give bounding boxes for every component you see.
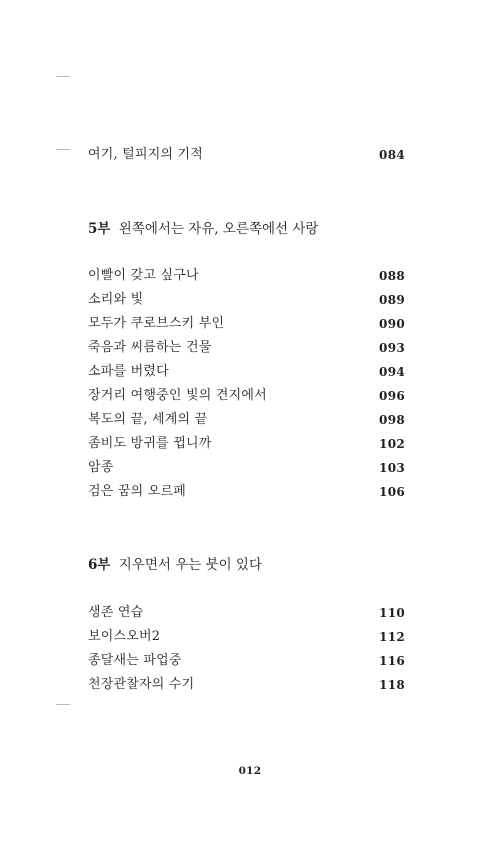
toc-entry-title: 좀비도 방귀를 뀝니까 — [88, 436, 212, 451]
toc-entry — [88, 603, 405, 623]
toc-entry-title: 생존 연습 — [88, 605, 144, 620]
toc-entry-title: 암종 — [88, 460, 114, 475]
toc-entry-title: 소리와 빛 — [88, 292, 144, 307]
toc-entry — [88, 458, 405, 478]
margin-tick-mark — [56, 704, 70, 705]
toc-entry — [88, 482, 405, 502]
toc-entry — [88, 675, 405, 695]
toc-entry-page: 098 — [379, 413, 405, 427]
toc-entry — [88, 410, 405, 430]
toc-entry — [88, 651, 405, 671]
toc-entry-page: 118 — [379, 678, 405, 692]
toc-entry-title: 천장관찰자의 수기 — [88, 677, 195, 692]
toc-entry-title: 복도의 끝, 세계의 끝 — [88, 412, 208, 427]
margin-tick-mark — [56, 76, 70, 77]
toc-entry-page: 102 — [379, 437, 405, 451]
toc-entry-page: 084 — [379, 148, 405, 162]
toc-entry-title: 죽음과 씨름하는 건물 — [88, 340, 212, 355]
toc-entry-page: 112 — [379, 630, 405, 644]
part-number: 6부 — [88, 557, 111, 573]
toc-entry — [88, 338, 405, 358]
toc-entry — [88, 290, 405, 310]
toc-entry-page: 088 — [379, 269, 405, 283]
page-number: 012 — [238, 765, 262, 777]
part-title: 왼쪽에서는 자유, 오른쪽에선 사랑 — [118, 221, 319, 237]
toc-entry-page: 103 — [379, 461, 405, 475]
part-heading-5 — [88, 219, 318, 239]
toc-entry-page: 116 — [379, 654, 405, 668]
toc-entry — [88, 266, 405, 286]
toc-entry-title: 소파를 버렸다 — [88, 364, 169, 379]
toc-entry — [88, 434, 405, 454]
toc-entry-title: 모두가 쿠로브스키 부인 — [88, 316, 225, 331]
toc-entry — [88, 386, 405, 406]
part-title: 지우면서 우는 붓이 있다 — [118, 557, 263, 573]
toc-entry-page: 110 — [379, 606, 405, 620]
toc-entry-title: 여기, 털피지의 기적 — [88, 147, 204, 162]
toc-entry — [88, 145, 405, 165]
toc-entry-title: 검은 꿈의 오르페 — [88, 484, 186, 499]
toc-entry-page: 106 — [379, 485, 405, 499]
toc-entry — [88, 627, 405, 647]
toc-entry-page: 093 — [379, 341, 405, 355]
toc-entry-page: 089 — [379, 293, 405, 307]
toc-entry-title: 보이스오버2 — [88, 629, 161, 644]
part-heading-6 — [88, 555, 262, 575]
toc-entry-title: 이빨이 갖고 싶구나 — [88, 268, 199, 283]
toc-entry — [88, 314, 405, 334]
toc-entry-page: 096 — [379, 389, 405, 403]
toc-entry — [88, 362, 405, 382]
toc-entry-page: 094 — [379, 365, 405, 379]
margin-tick-mark — [56, 149, 70, 150]
toc-entry-title: 종달새는 파업중 — [88, 653, 182, 668]
toc-entry-page: 090 — [379, 317, 405, 331]
toc-entry-title: 장거리 여행중인 빛의 견지에서 — [88, 388, 267, 403]
part-number: 5부 — [88, 221, 111, 237]
